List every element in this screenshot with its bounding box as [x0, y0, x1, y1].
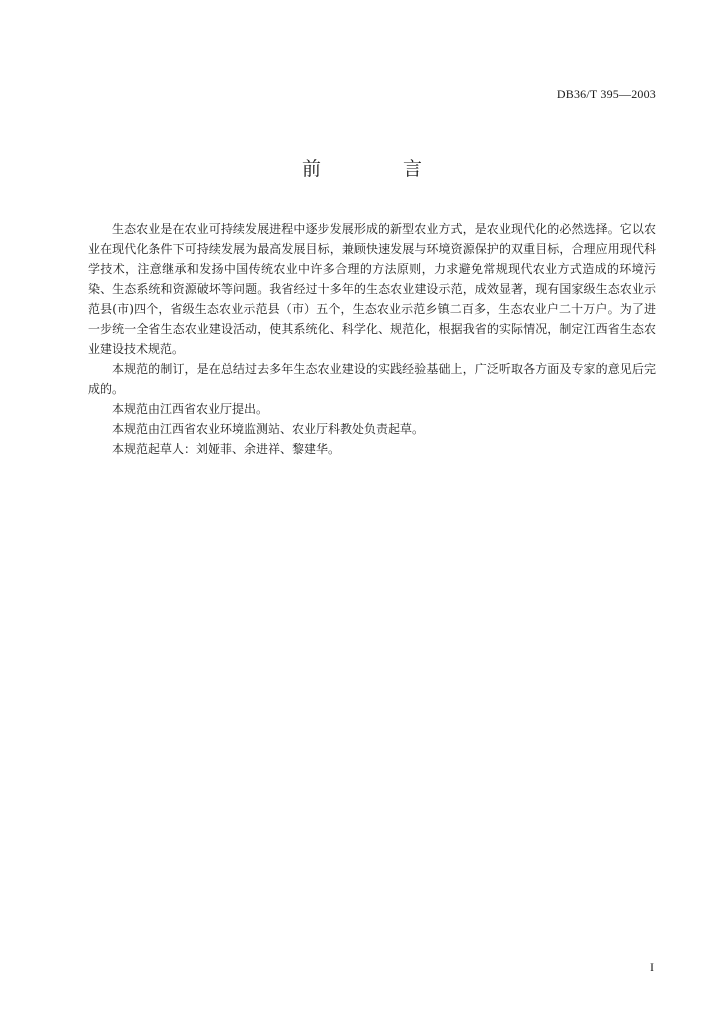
page-title: 前 言 [301, 158, 461, 180]
paragraph-intro: 生态农业是在农业可持续发展进程中逐步发展形成的新型农业方式，是农业现代化的必然选择。它以农业在现代化条件下可持续发展为最高发展目标，兼顾快速发展与环境资源保护的双重目标，合理应用现代科学技术，注意继承和发扬中国传统农业中许多合理的方法原则，力求避免常规现代农业方式造成的环境污染、生态系统和资源破坏等问题。我省经过十多年的生态农业建设示范，成效显著，现有国家级生态农业示范县(市)四个，省级生态农业示范县（市）五个，生态农业示范乡镇二百多，生态农业户二十万户。为了进一步统一全省生态农业建设活动，使其系统化、科学化、规范化，根据我省的实际情况，制定江西省生态农业建设技术规范。 [88, 222, 656, 356]
foreword-body [88, 219, 656, 459]
paragraph-drafters: 本规范起草人：刘娅菲、余进祥、黎建华。 [112, 442, 341, 456]
paragraph-drafting-basis: 本规范的制订，是在总结过去多年生态农业建设的实践经验基础上，广泛听取各方面及专家的意见后完成的。 [88, 362, 656, 396]
paragraph-drafting-unit: 本规范由江西省农业环境监测站、农业厅科教处负责起草。 [112, 422, 425, 436]
paragraph-proposer: 本规范由江西省农业厅提出。 [112, 402, 269, 416]
page-number: I [650, 960, 654, 974]
standard-code: DB36/T 395—2003 [556, 87, 656, 101]
